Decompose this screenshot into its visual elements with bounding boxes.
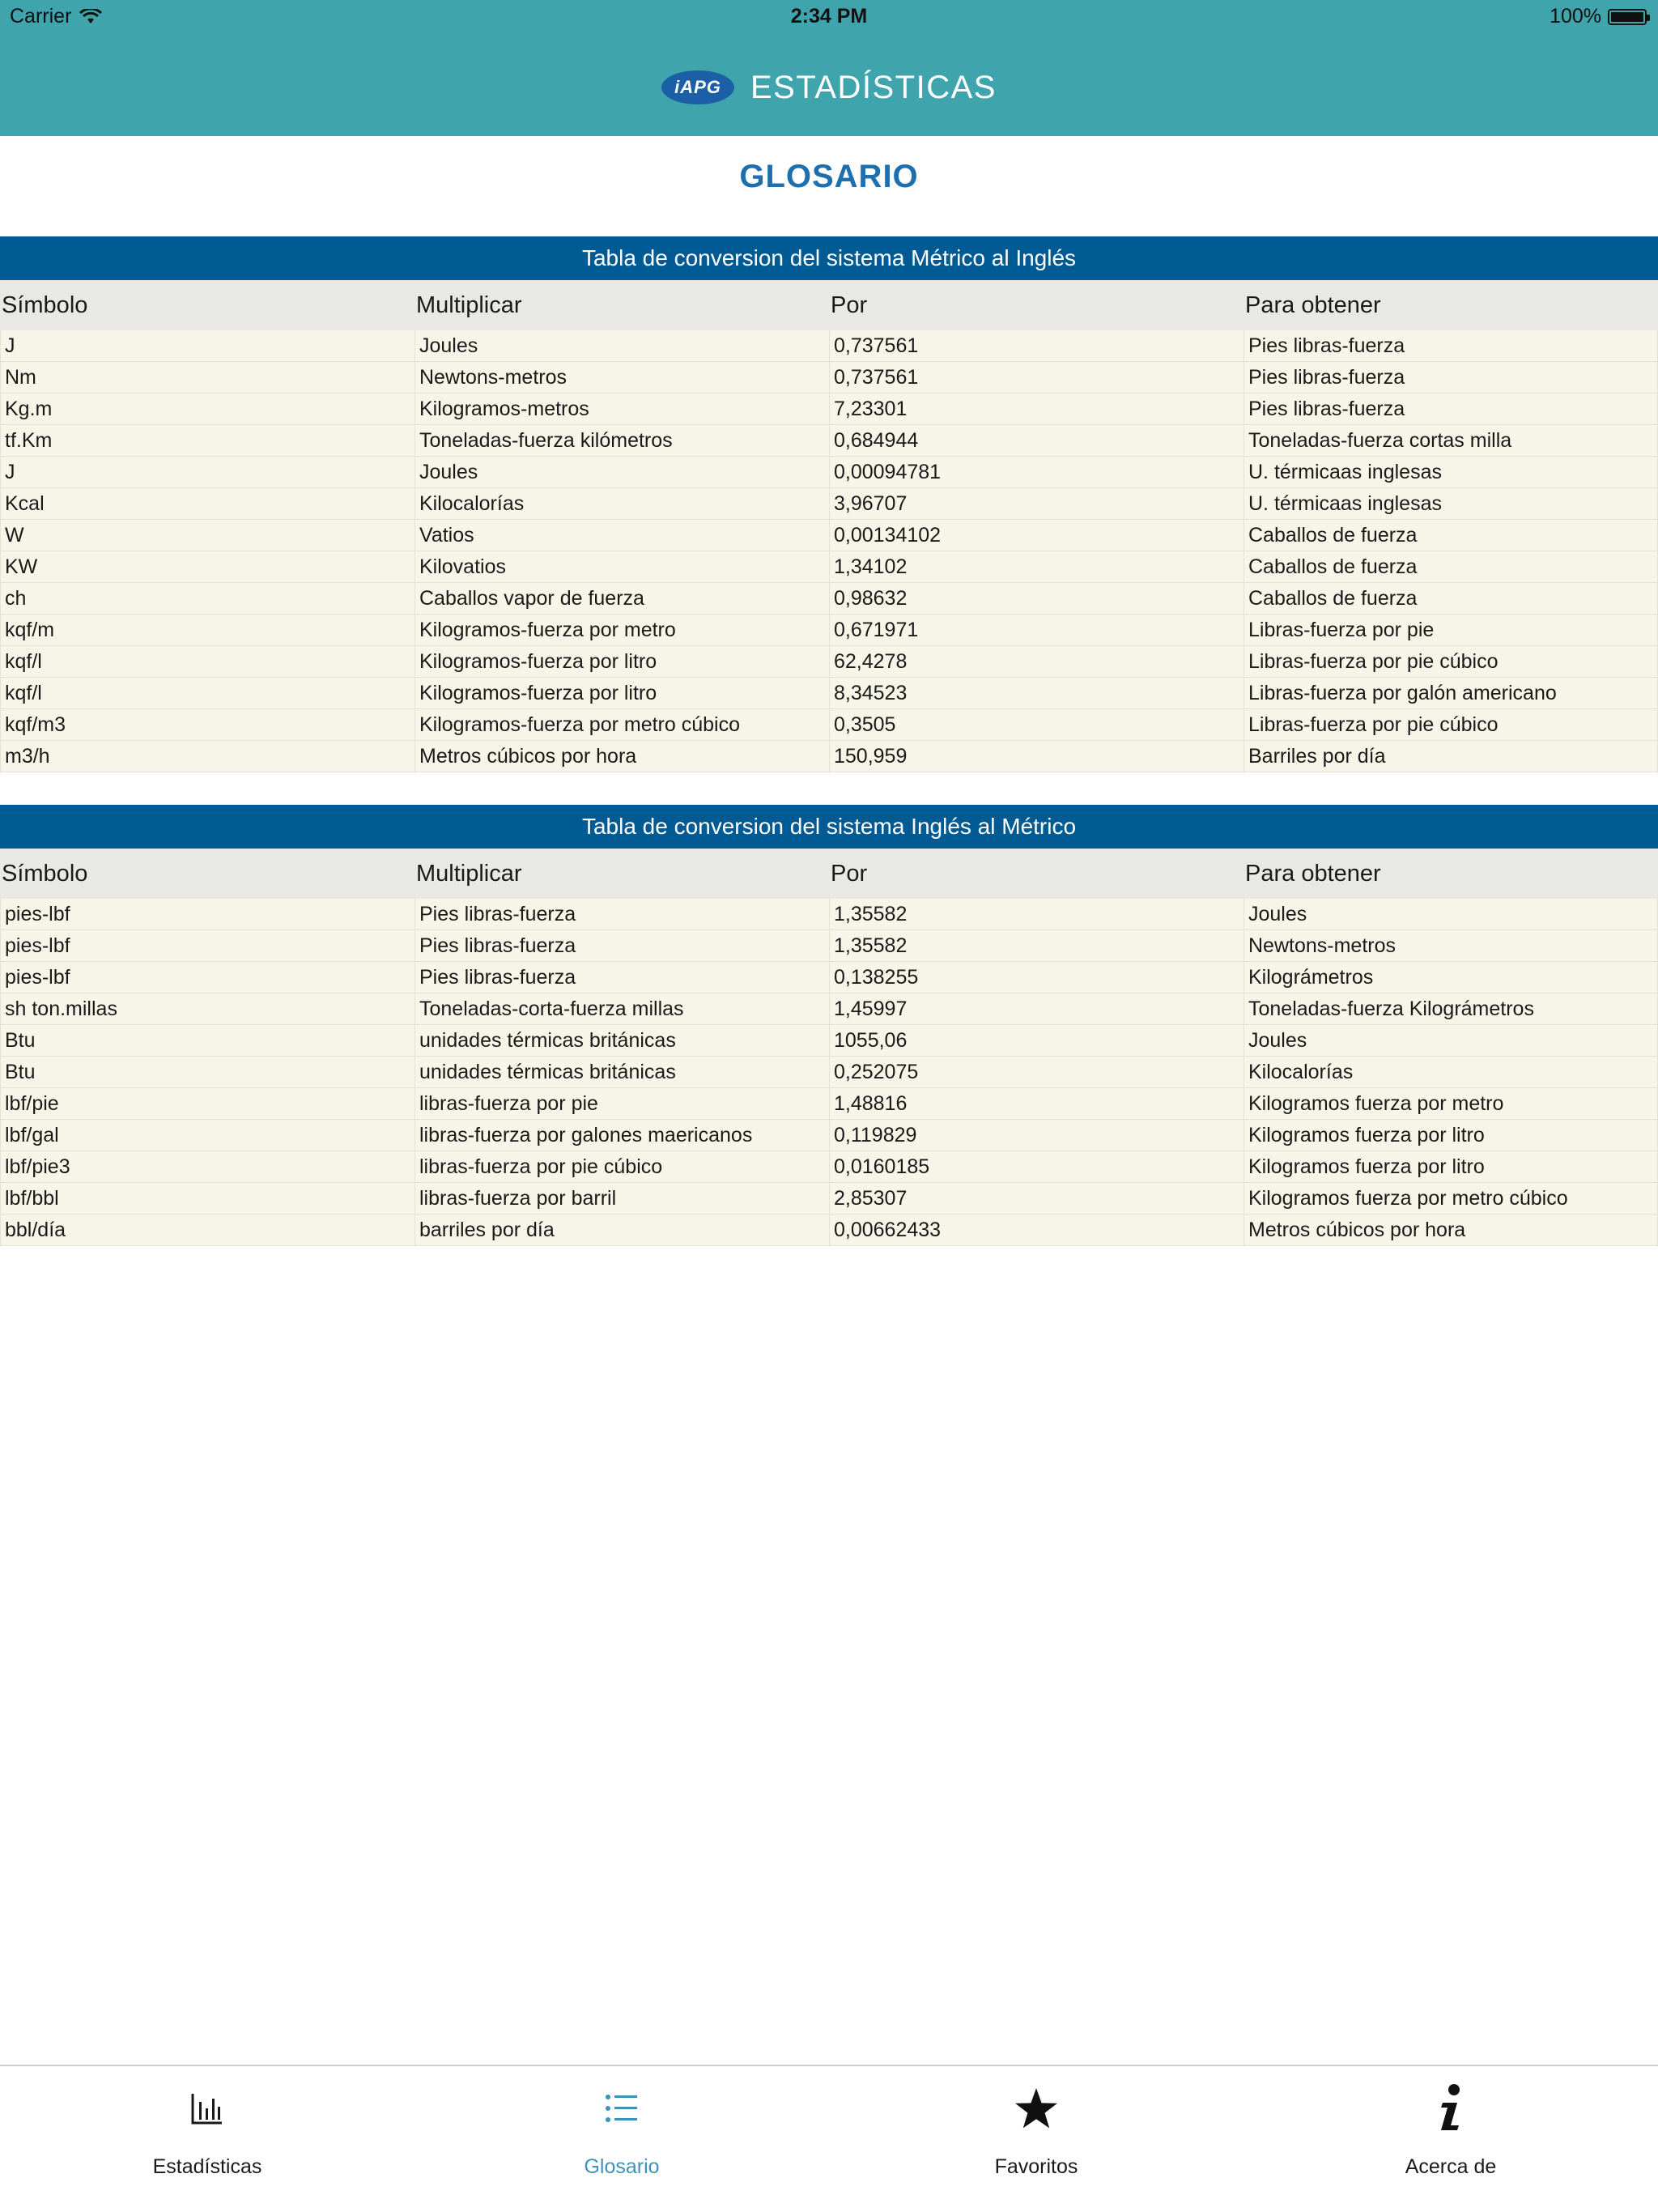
table-body bbox=[0, 899, 1658, 1246]
cell-result: Kilocalorías bbox=[1244, 1057, 1658, 1087]
cell-factor: 7,23301 bbox=[829, 393, 1244, 424]
cell-factor: 0,00662433 bbox=[829, 1214, 1244, 1245]
cell-multiply: Pies libras-fuerza bbox=[414, 962, 829, 993]
cell-result: Metros cúbicos por hora bbox=[1244, 1214, 1658, 1245]
iapg-logo: iAPG bbox=[661, 70, 734, 104]
cell-multiply: Kilogramos-fuerza por litro bbox=[414, 678, 829, 708]
cell-symbol: kqf/l bbox=[0, 646, 414, 677]
cell-factor: 62,4278 bbox=[829, 646, 1244, 677]
table-row bbox=[0, 1088, 1658, 1120]
cell-factor: 0,252075 bbox=[829, 1057, 1244, 1087]
table-row bbox=[0, 962, 1658, 993]
cell-multiply: Metros cúbicos por hora bbox=[414, 741, 829, 772]
nav-title-bar bbox=[0, 63, 1658, 112]
cell-factor: 3,96707 bbox=[829, 488, 1244, 519]
cell-multiply: Toneladas-fuerza kilómetros bbox=[414, 425, 829, 456]
table-header-row bbox=[0, 280, 1658, 330]
cell-factor: 0,0160185 bbox=[829, 1151, 1244, 1182]
table-row bbox=[0, 678, 1658, 709]
table-row bbox=[0, 741, 1658, 772]
cell-symbol: kqf/l bbox=[0, 678, 414, 708]
column-header-by: Por bbox=[831, 860, 868, 887]
cell-multiply: libras-fuerza por pie bbox=[414, 1088, 829, 1119]
table-row bbox=[0, 551, 1658, 583]
cell-result: Libras-fuerza por galón americano bbox=[1244, 678, 1658, 708]
cell-symbol: kqf/m bbox=[0, 615, 414, 645]
status-battery bbox=[1550, 5, 1647, 28]
cell-result: Joules bbox=[1244, 899, 1658, 929]
cell-result: Kilogramos fuerza por metro cúbico bbox=[1244, 1183, 1658, 1214]
table-row bbox=[0, 425, 1658, 457]
cell-factor: 8,34523 bbox=[829, 678, 1244, 708]
cell-multiply: Kilogramos-fuerza por metro cúbico bbox=[414, 709, 829, 740]
cell-multiply: libras-fuerza por barril bbox=[414, 1183, 829, 1214]
cell-factor: 1,35582 bbox=[829, 899, 1244, 929]
cell-factor: 0,737561 bbox=[829, 330, 1244, 361]
table-row bbox=[0, 1183, 1658, 1214]
cell-factor: 0,138255 bbox=[829, 962, 1244, 993]
cell-symbol: pies-lbf bbox=[0, 930, 414, 961]
star-icon bbox=[1012, 2084, 1061, 2133]
cell-multiply: Kilogramos-fuerza por litro bbox=[414, 646, 829, 677]
cell-multiply: libras-fuerza por pie cúbico bbox=[414, 1151, 829, 1182]
table-row bbox=[0, 1025, 1658, 1057]
carrier-label: Carrier bbox=[10, 5, 72, 28]
cell-factor: 0,98632 bbox=[829, 583, 1244, 614]
table-row bbox=[0, 646, 1658, 678]
cell-symbol: pies-lbf bbox=[0, 962, 414, 993]
cell-result: Toneladas-fuerza Kilográmetros bbox=[1244, 993, 1658, 1024]
cell-symbol: tf.Km bbox=[0, 425, 414, 456]
cell-symbol: Btu bbox=[0, 1025, 414, 1056]
cell-factor: 0,00094781 bbox=[829, 457, 1244, 487]
table-header-row bbox=[0, 849, 1658, 899]
tab-bar bbox=[0, 2065, 1658, 2212]
tab-label: Estadísticas bbox=[152, 2155, 262, 2178]
table-row bbox=[0, 330, 1658, 362]
cell-result: Caballos de fuerza bbox=[1244, 551, 1658, 582]
cell-factor: 0,3505 bbox=[829, 709, 1244, 740]
cell-factor: 0,00134102 bbox=[829, 520, 1244, 551]
table-row bbox=[0, 993, 1658, 1025]
cell-symbol: J bbox=[0, 457, 414, 487]
table-row bbox=[0, 930, 1658, 962]
cell-result: Barriles por día bbox=[1244, 741, 1658, 772]
cell-multiply: Toneladas-corta-fuerza millas bbox=[414, 993, 829, 1024]
column-header-symbol: Símbolo bbox=[2, 291, 88, 318]
table-row bbox=[0, 1214, 1658, 1246]
table-row bbox=[0, 709, 1658, 741]
table-caption: Tabla de conversion del sistema Métrico al Inglés bbox=[0, 236, 1658, 280]
cell-result: Joules bbox=[1244, 1025, 1658, 1056]
cell-multiply: Vatios bbox=[414, 520, 829, 551]
cell-result: Libras-fuerza por pie cúbico bbox=[1244, 646, 1658, 677]
cell-result: Newtons-metros bbox=[1244, 930, 1658, 961]
cell-result: Pies libras-fuerza bbox=[1244, 330, 1658, 361]
cell-symbol: W bbox=[0, 520, 414, 551]
cell-multiply: Joules bbox=[414, 457, 829, 487]
tab-label: Favoritos bbox=[994, 2155, 1078, 2178]
table-row bbox=[0, 1120, 1658, 1151]
table-row bbox=[0, 393, 1658, 425]
cell-factor: 150,959 bbox=[829, 741, 1244, 772]
column-header-result: Para obtener bbox=[1245, 860, 1381, 887]
cell-result: Caballos de fuerza bbox=[1244, 583, 1658, 614]
column-header-multiply: Multiplicar bbox=[416, 860, 522, 887]
cell-result: Toneladas-fuerza cortas milla bbox=[1244, 425, 1658, 456]
cell-factor: 0,684944 bbox=[829, 425, 1244, 456]
column-header-multiply: Multiplicar bbox=[416, 291, 522, 318]
cell-symbol: ch bbox=[0, 583, 414, 614]
cell-factor: 1055,06 bbox=[829, 1025, 1244, 1056]
tab-favoritos[interactable] bbox=[829, 2066, 1244, 2212]
cell-multiply: Pies libras-fuerza bbox=[414, 930, 829, 961]
cell-result: Pies libras-fuerza bbox=[1244, 362, 1658, 393]
battery-percent: 100% bbox=[1550, 5, 1601, 28]
cell-result: Kilogramos fuerza por litro bbox=[1244, 1151, 1658, 1182]
tab-label: Glosario bbox=[584, 2155, 660, 2178]
cell-factor: 0,119829 bbox=[829, 1120, 1244, 1151]
table-caption: Tabla de conversion del sistema Inglés al Métrico bbox=[0, 805, 1658, 849]
cell-multiply: barriles por día bbox=[414, 1214, 829, 1245]
nav-title: ESTADÍSTICAS bbox=[750, 69, 997, 105]
table-row bbox=[0, 1057, 1658, 1088]
cell-multiply: Pies libras-fuerza bbox=[414, 899, 829, 929]
bar-chart-icon bbox=[183, 2084, 232, 2133]
cell-factor: 1,45997 bbox=[829, 993, 1244, 1024]
cell-result: Libras-fuerza por pie bbox=[1244, 615, 1658, 645]
cell-symbol: lbf/pie bbox=[0, 1088, 414, 1119]
tab-label: Acerca de bbox=[1405, 2155, 1497, 2178]
cell-factor: 0,737561 bbox=[829, 362, 1244, 393]
column-header-by: Por bbox=[831, 291, 868, 318]
column-header-result: Para obtener bbox=[1245, 291, 1381, 318]
table-row bbox=[0, 615, 1658, 646]
metric-to-english-table bbox=[0, 236, 1658, 772]
cell-symbol: Kcal bbox=[0, 488, 414, 519]
cell-result: Pies libras-fuerza bbox=[1244, 393, 1658, 424]
table-row bbox=[0, 520, 1658, 551]
cell-symbol: kqf/m3 bbox=[0, 709, 414, 740]
cell-symbol: lbf/bbl bbox=[0, 1183, 414, 1214]
cell-result: Caballos de fuerza bbox=[1244, 520, 1658, 551]
cell-multiply: Caballos vapor de fuerza bbox=[414, 583, 829, 614]
cell-multiply: unidades térmicas británicas bbox=[414, 1057, 829, 1087]
cell-factor: 2,85307 bbox=[829, 1183, 1244, 1214]
cell-symbol: pies-lbf bbox=[0, 899, 414, 929]
cell-multiply: Kilogramos-metros bbox=[414, 393, 829, 424]
table-row bbox=[0, 1151, 1658, 1183]
info-icon bbox=[1426, 2084, 1475, 2133]
status-time: 2:34 PM bbox=[790, 5, 868, 28]
cell-factor: 1,48816 bbox=[829, 1088, 1244, 1119]
tab-acerca-de[interactable] bbox=[1244, 2066, 1658, 2212]
cell-multiply: unidades térmicas británicas bbox=[414, 1025, 829, 1056]
cell-result: U. térmicaas inglesas bbox=[1244, 488, 1658, 519]
english-to-metric-table bbox=[0, 805, 1658, 1246]
cell-symbol: lbf/gal bbox=[0, 1120, 414, 1151]
tab-estadisticas[interactable] bbox=[0, 2066, 414, 2212]
cell-multiply: Joules bbox=[414, 330, 829, 361]
cell-symbol: Nm bbox=[0, 362, 414, 393]
table-row bbox=[0, 362, 1658, 393]
column-header-symbol: Símbolo bbox=[2, 860, 88, 887]
cell-symbol: lbf/pie3 bbox=[0, 1151, 414, 1182]
cell-multiply: Kilovatios bbox=[414, 551, 829, 582]
table-row bbox=[0, 899, 1658, 930]
status-bar bbox=[0, 0, 1658, 34]
cell-symbol: KW bbox=[0, 551, 414, 582]
tab-glosario[interactable] bbox=[414, 2066, 829, 2212]
cell-result: Kilogramos fuerza por metro bbox=[1244, 1088, 1658, 1119]
cell-factor: 1,35582 bbox=[829, 930, 1244, 961]
cell-factor: 0,671971 bbox=[829, 615, 1244, 645]
cell-symbol: Kg.m bbox=[0, 393, 414, 424]
app-header bbox=[0, 0, 1658, 136]
cell-factor: 1,34102 bbox=[829, 551, 1244, 582]
cell-symbol: m3/h bbox=[0, 741, 414, 772]
cell-symbol: bbl/día bbox=[0, 1214, 414, 1245]
cell-multiply: Newtons-metros bbox=[414, 362, 829, 393]
table-row bbox=[0, 457, 1658, 488]
battery-icon bbox=[1608, 9, 1647, 25]
list-icon bbox=[597, 2084, 646, 2133]
cell-symbol: J bbox=[0, 330, 414, 361]
table-row bbox=[0, 488, 1658, 520]
page-title: GLOSARIO bbox=[739, 159, 919, 194]
cell-result: Libras-fuerza por pie cúbico bbox=[1244, 709, 1658, 740]
cell-symbol: Btu bbox=[0, 1057, 414, 1087]
table-body bbox=[0, 330, 1658, 772]
cell-result: Kilogramos fuerza por litro bbox=[1244, 1120, 1658, 1151]
cell-multiply: Kilogramos-fuerza por metro bbox=[414, 615, 829, 645]
cell-symbol: sh ton.millas bbox=[0, 993, 414, 1024]
cell-result: U. térmicaas inglesas bbox=[1244, 457, 1658, 487]
table-row bbox=[0, 583, 1658, 615]
cell-result: Kilográmetros bbox=[1244, 962, 1658, 993]
cell-multiply: libras-fuerza por galones maericanos bbox=[414, 1120, 829, 1151]
cell-multiply: Kilocalorías bbox=[414, 488, 829, 519]
